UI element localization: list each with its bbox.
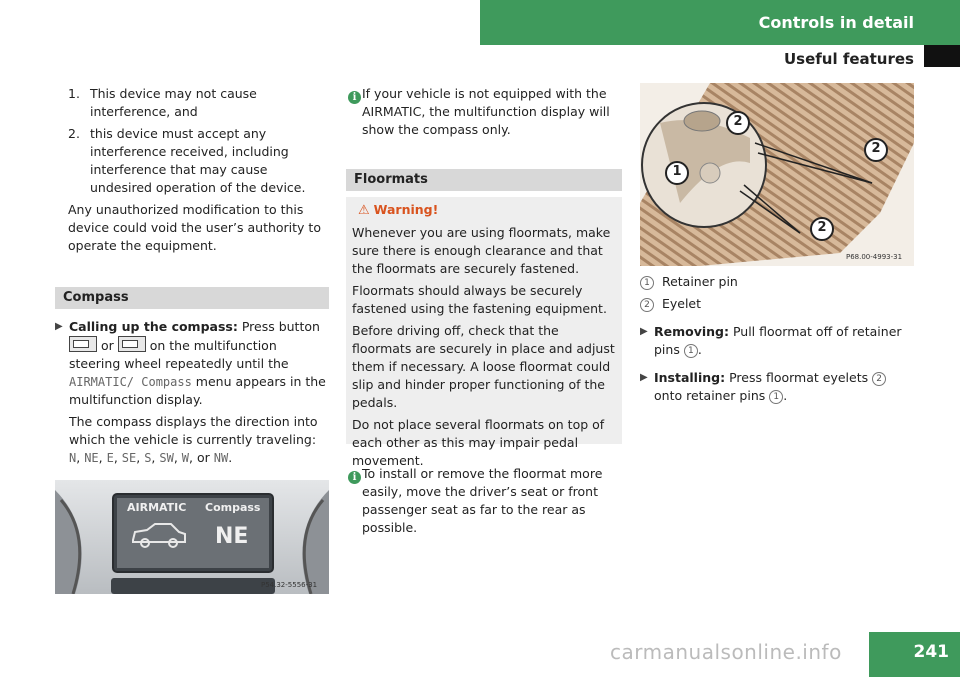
- ref-number: 1: [684, 344, 698, 358]
- info-icon: i: [348, 471, 361, 484]
- removing-step: [640, 323, 916, 359]
- display-button-icon: [69, 336, 97, 352]
- text: Press button: [237, 319, 320, 334]
- warning-paragraph: Whenever you are using floormats, make sure there is enough clearance and that the floormats are securely fastened.: [352, 225, 611, 276]
- step-label: Removing:: [654, 324, 729, 339]
- text: Press floormat eyelets: [725, 370, 873, 385]
- info-icon: i: [348, 91, 361, 104]
- direction: S: [144, 451, 152, 465]
- image-code: P68.00-4993-31: [846, 253, 903, 261]
- compass-paragraph: The compass displays the direction into which the vehicle is currently traveling: N, NE, E, SE, S, SW, W, or NW.: [69, 414, 318, 465]
- legend-item: [640, 273, 916, 291]
- calling-label: Calling up the compass:: [69, 319, 238, 334]
- subsection-marker: [924, 45, 960, 67]
- text: onto retainer pins: [654, 388, 770, 403]
- text: .: [783, 388, 788, 403]
- step-label: Installing:: [654, 370, 726, 385]
- callout-eyelet: 2: [733, 114, 743, 129]
- callout-eyelet: 2: [871, 141, 881, 156]
- bullet-arrow-icon: ▶: [640, 372, 648, 383]
- text: Pull floormat off of retainer pins: [654, 324, 902, 357]
- bullet-arrow-icon: ▶: [640, 326, 648, 337]
- left-column: [68, 85, 332, 259]
- list-item: [68, 125, 332, 197]
- menu-name: AIRMATIC/ Compass: [69, 375, 192, 389]
- legend-text: Eyelet: [661, 296, 702, 311]
- list-text: this device must accept any interference received, including interference that may cause undesired operation of the device.: [90, 126, 306, 195]
- list-number: 1.: [68, 86, 80, 101]
- info-text: To install or remove the floormat more easily, move the driver’s seat or front passenger seat as far to the rear as possible.: [362, 466, 603, 535]
- list-number: 2.: [68, 126, 80, 141]
- display-label-compass: Compass: [205, 501, 261, 514]
- display-label-airmatic: AIRMATIC: [127, 501, 187, 514]
- compass-heading: Compass: [55, 287, 329, 309]
- image-code: P54.32-5556-31: [261, 581, 318, 589]
- warning-paragraph: Floormats should always be securely fastened using the fastening equipment.: [352, 283, 607, 316]
- direction: E: [106, 451, 114, 465]
- section-title: Controls in detail: [758, 13, 914, 32]
- warning-title: Warning!: [373, 202, 439, 217]
- floormat-image: [640, 83, 914, 266]
- warning-paragraph: Do not place several floormats on top of each other as this may impair pedal movement.: [352, 417, 605, 468]
- text: menu appears in the multifunction display.: [69, 374, 326, 407]
- compass-instructions: [55, 318, 331, 471]
- text: .: [697, 342, 702, 357]
- text: on the multifunction steering wheel repeatedly until the: [69, 338, 289, 371]
- subsection-title: Useful features: [783, 50, 914, 68]
- text: or: [196, 450, 210, 465]
- text: or: [97, 338, 118, 353]
- ref-number: 1: [769, 390, 783, 404]
- info-text: If your vehicle is not equipped with the AIRMATIC, the multifunction display will show the compass only.: [362, 86, 610, 137]
- legend-number: 1: [640, 276, 654, 290]
- warning-triangle-icon: ⚠: [358, 203, 370, 218]
- bullet-arrow-icon: ▶: [55, 321, 63, 332]
- paragraph: Any unauthorized modification to this device could void the user’s authority to operate the equipment.: [68, 202, 321, 253]
- list-text: This device may not cause interference, and: [90, 86, 257, 119]
- ref-number: 2: [872, 372, 886, 386]
- instrument-cluster-illustration: [55, 480, 329, 594]
- legend-item: [640, 295, 916, 313]
- installing-step: [640, 369, 916, 405]
- legend-number: 2: [640, 298, 654, 312]
- page-number: 241: [913, 642, 949, 662]
- right-column-text: [640, 273, 916, 409]
- info-note: [348, 465, 622, 537]
- callout-eyelet: 2: [817, 220, 827, 235]
- warning-box: [346, 197, 622, 468]
- direction: N: [69, 451, 77, 465]
- direction: SE: [121, 451, 137, 465]
- watermark: carmanualsonline.info: [610, 640, 842, 664]
- compass-display-image: [55, 480, 329, 594]
- display-direction: NE: [215, 524, 249, 549]
- list-item: [68, 85, 332, 121]
- legend-text: Retainer pin: [661, 274, 738, 289]
- direction: NW: [213, 451, 229, 465]
- direction: SW: [159, 451, 174, 465]
- direction: NE: [84, 451, 99, 465]
- text: The compass displays the direction into which the vehicle is currently traveling:: [69, 414, 318, 447]
- warning-paragraph: Before driving off, check that the floormats are securely in place and adjust them if necessary. A loose floormat could slip and hinder proper functioning of the pedals.: [352, 323, 615, 410]
- info-note: [348, 85, 622, 139]
- floormats-heading: Floormats: [346, 169, 622, 191]
- display-button-icon: [118, 336, 146, 352]
- direction: W: [181, 451, 190, 465]
- callout-retainer-pin: 1: [672, 164, 682, 179]
